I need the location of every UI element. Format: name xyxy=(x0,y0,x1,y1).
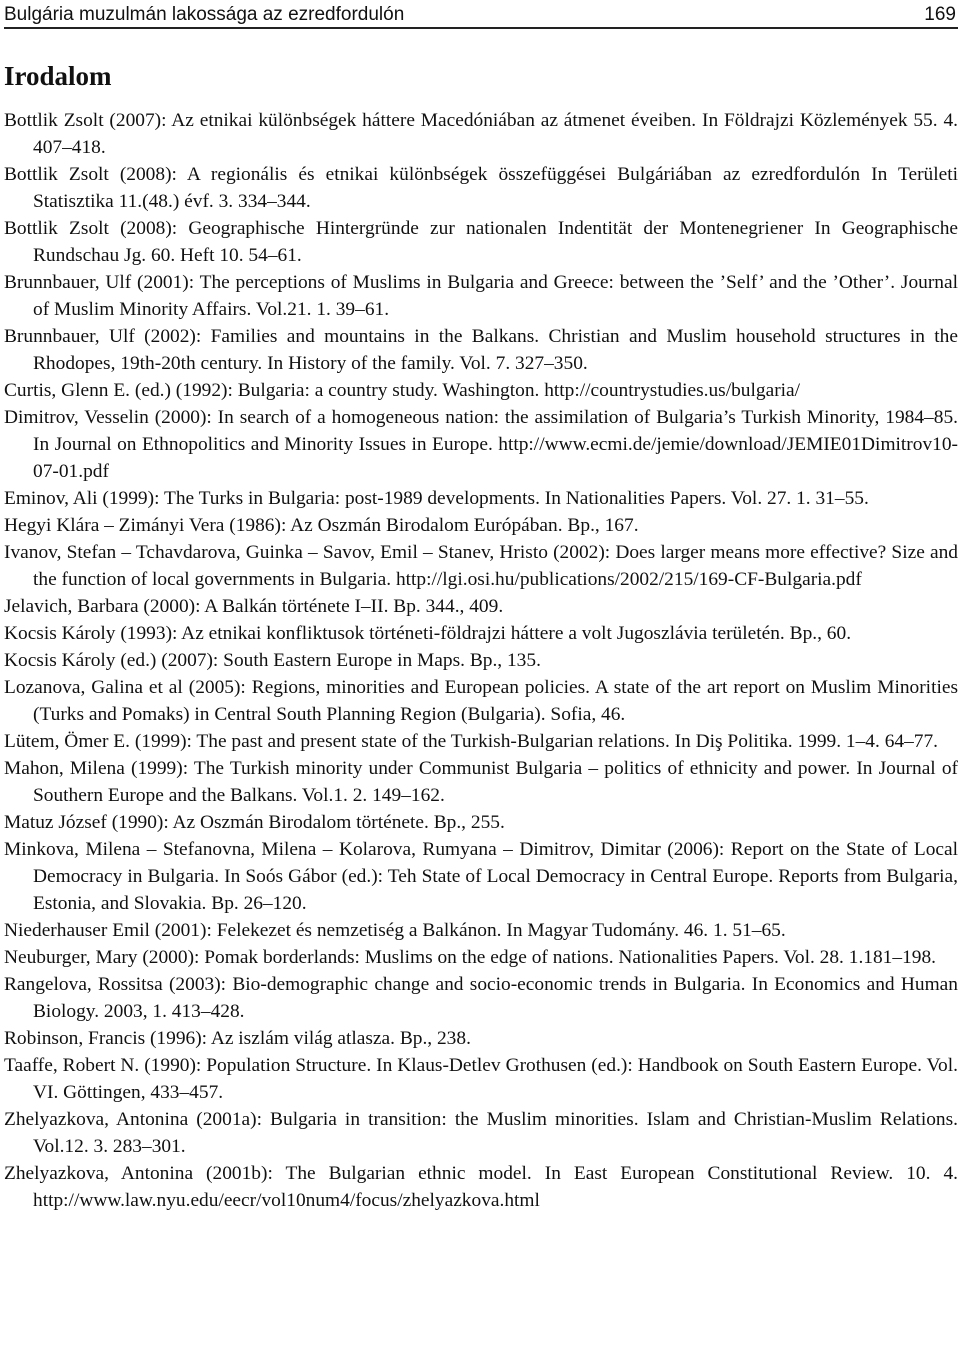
reference-item: Lütem, Ömer E. (1999): The past and present state of the Turkish-Bulgarian relations. In Diş Politika. 1999. 1–4. 64–77. xyxy=(4,731,939,752)
reference-item: Taaffe, Robert N. (1990): Population Structure. In Klaus-Detlev Grothusen (ed.): Handbook on South Eastern Europe. Vol. VI. Göttingen, 433–457. xyxy=(4,1055,958,1103)
reference-item: Curtis, Glenn E. (ed.) (1992): Bulgaria: a country study. Washington. http://countrystudies.us/bulgaria/ xyxy=(4,380,801,401)
reference-item: Bottlik Zsolt (2008): Geographische Hintergründe zur nationalen Indentität der Montenegriener In Geographische Rundschau Jg. 60. Heft 10. 54–61. xyxy=(4,218,958,266)
reference-item: Brunnbauer, Ulf (2001): The perceptions of Muslims in Bulgaria and Greece: between the ’Self’ and the ’Other’. Journal of Muslim Minority Affairs. Vol.21. 1. 39–61. xyxy=(4,272,958,320)
reference-item: Mahon, Milena (1999): The Turkish minority under Communist Bulgaria – politics of ethnicity and power. In Journal of Southern Europe and the Balkans. Vol.1. 2. 149–162. xyxy=(4,758,958,806)
reference-item: Eminov, Ali (1999): The Turks in Bulgaria: post-1989 developments. In Nationalities Papers. Vol. 27. 1. 31–55. xyxy=(4,488,869,509)
section-title: Irodalom xyxy=(4,61,112,91)
running-header xyxy=(4,0,958,29)
reference-item: Matuz József (1990): Az Oszmán Birodalom története. Bp., 255. xyxy=(4,812,505,833)
reference-item: Niederhauser Emil (2001): Felekezet és nemzetiség a Balkánon. In Magyar Tudomány. 46. 1. 51–65. xyxy=(4,920,786,941)
reference-item: Zhelyazkova, Antonina (2001a): Bulgaria in transition: the Muslim minorities. Islam and Christian-Muslim Relations. Vol.12. 3. 283–301. xyxy=(4,1109,958,1157)
reference-list xyxy=(4,107,958,1214)
reference-item: Ivanov, Stefan – Tchavdarova, Guinka – Savov, Emil – Stanev, Hristo (2002): Does larger means more effective? Size and the function of local governments in Bulgaria. http://lgi.osi.hu/publications/2002/215/169-CF-Bulgaria.pdf xyxy=(4,542,958,590)
reference-item: Minkova, Milena – Stefanovna, Milena – Kolarova, Rumyana – Dimitrov, Dimitar (2006): Report on the State of Local Democracy in Bulgaria. In Soós Gábor (ed.): Teh State of Local Democracy in Central Europe. Reports from Bulgaria, Estonia, and Slovakia. Bp. 26–120. xyxy=(4,839,958,914)
reference-item: Rangelova, Rossitsa (2003): Bio-demographic change and socio-economic trends in Bulgaria. In Economics and Human Biology. 2003, 1. 413–428. xyxy=(4,974,958,1022)
reference-item: Kocsis Károly (ed.) (2007): South Eastern Europe in Maps. Bp., 135. xyxy=(4,650,541,671)
reference-item: Kocsis Károly (1993): Az etnikai konfliktusok történeti-földrajzi háttere a volt Jugoszlávia területén. Bp., 60. xyxy=(4,623,852,644)
running-title: Bulgária muzulmán lakossága az ezredfordulón xyxy=(4,4,405,25)
reference-item: Robinson, Francis (1996): Az iszlám világ atlasza. Bp., 238. xyxy=(4,1028,471,1049)
page-number: 169 xyxy=(924,4,956,25)
reference-item: Brunnbauer, Ulf (2002): Families and mountains in the Balkans. Christian and Muslim household structures in the Rhodopes, 19th-20th century. In History of the family. Vol. 7. 327–350. xyxy=(4,326,958,374)
reference-item: Zhelyazkova, Antonina (2001b): The Bulgarian ethnic model. In East European Constitutional Review. 10. 4. http://www.law.nyu.edu/eecr/vol10num4/focus/zhelyazkova.html xyxy=(4,1163,958,1211)
reference-item: Jelavich, Barbara (2000): A Balkán története I–II. Bp. 344., 409. xyxy=(4,596,504,617)
reference-item: Dimitrov, Vesselin (2000): In search of a homogeneous nation: the assimilation of Bulgaria’s Turkish Minority, 1984–85. In Journal on Ethnopolitics and Minority Issues in Europe. http://www.ecmi.de/jemie/download/JEMIE01Dimitrov10-07-01.pdf xyxy=(4,407,958,482)
reference-item: Hegyi Klára – Zimányi Vera (1986): Az Oszmán Birodalom Európában. Bp., 167. xyxy=(4,515,639,536)
reference-item: Bottlik Zsolt (2008): A regionális és etnikai különbségek összefüggései Bulgáriában az ezredfordulón In Területi Statisztika 11.(48.) évf. 3. 334–344. xyxy=(4,164,958,212)
reference-item: Lozanova, Galina et al (2005): Regions, minorities and European policies. A state of the art report on Muslim Minorities (Turks and Pomaks) in Central South Planning Region (Bulgaria). Sofia, 46. xyxy=(4,677,958,725)
reference-item: Bottlik Zsolt (2007): Az etnikai különbségek háttere Macedóniában az átmenet éveiben. In Földrajzi Közlemények 55. 4. 407–418. xyxy=(4,110,958,158)
reference-item: Neuburger, Mary (2000): Pomak borderlands: Muslims on the edge of nations. Nationalities Papers. Vol. 28. 1.181–198. xyxy=(4,947,937,968)
